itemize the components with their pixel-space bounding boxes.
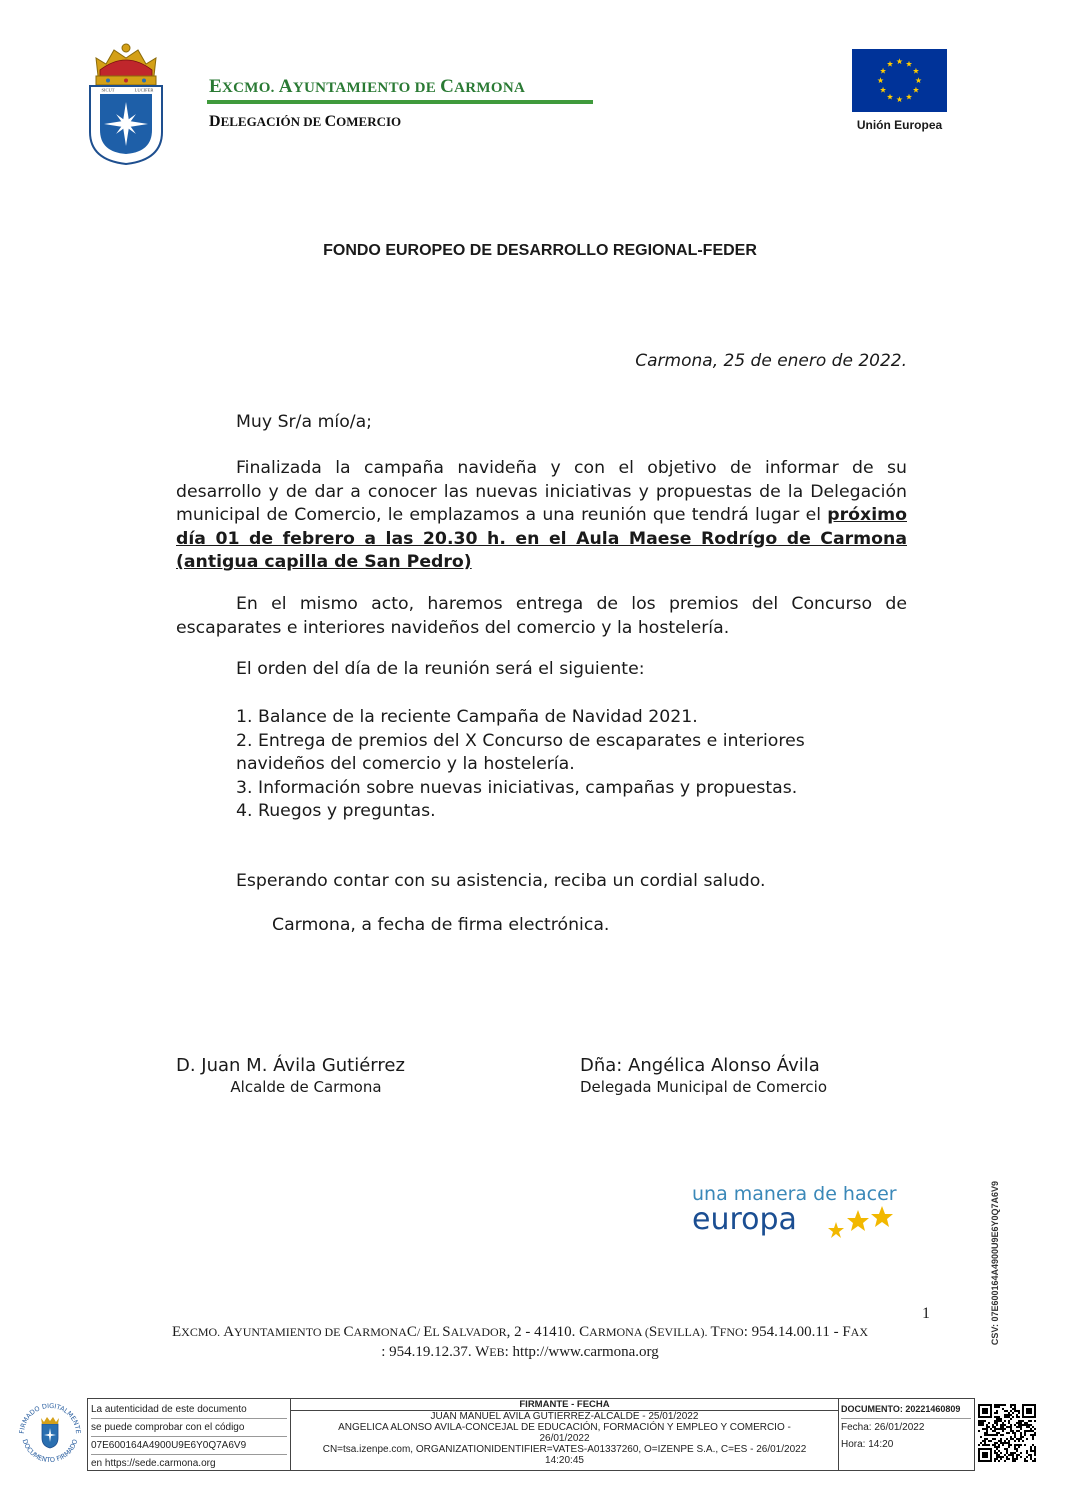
agenda-item: 3. Información sobre nuevas iniciativas, campañas y propuestas.: [236, 777, 798, 798]
signers-column: [291, 1399, 839, 1470]
auth-line: La autenticidad de este documento: [91, 1401, 287, 1419]
slogan-line-1: una manera de hacer: [692, 1183, 897, 1205]
svg-text:DOCUMENTO FIRMADO: DOCUMENTO FIRMADO: [20, 1438, 80, 1465]
document-id: DOCUMENTO: 20221460809: [841, 1401, 971, 1419]
paragraph-invitation: Finalizada la campaña navideña y con el objetivo de informar de su desarrollo y de dar a conocer las nuevas iniciativas y propuestas de la Delegación municipal de Comercio, le emplazamos a una reunión que tendrá lugar el próximo día 01 de febrero a las 20.30 h. en el Aula Maese Rodrígo de Carmona (antigua capilla de San Pedro): [176, 458, 907, 572]
agenda-item: 1. Balance de la reciente Campaña de Navidad 2021.: [236, 707, 698, 727]
agenda-item: 2. Entrega de premios del X Concurso de escaparates e interiores: [236, 730, 805, 751]
closing-line: Esperando contar con su asistencia, reciba un cordial saludo.: [236, 871, 766, 891]
signatory-mayor-role: Alcalde de Carmona: [230, 1078, 382, 1096]
signer-row: ANGELICA ALONSO AVILA-CONCEJAL DE EDUCACIÓN, FORMACIÓN Y EMPLEO Y COMERCIO -: [338, 1422, 791, 1433]
agenda-item: 4. Ruegos y preguntas.: [236, 801, 436, 821]
agenda-item: navideños del comercio y la hostelería.: [236, 754, 575, 774]
qr-code-icon: [978, 1404, 1036, 1462]
eu-flag-icon: [852, 49, 947, 112]
place-date-line: Carmona, a fecha de firma electrónica.: [272, 915, 610, 935]
page-number: 1: [922, 1305, 930, 1322]
slogan-line-2: europa: [692, 1202, 797, 1237]
svg-text:FIRMADO DIGITALMENTE: FIRMADO DIGITALMENTE: [17, 1401, 83, 1434]
agenda-intro: El orden del día de la reunión será el siguiente:: [236, 659, 645, 679]
authenticity-column: [88, 1399, 291, 1470]
footer-address: EXCMO. AYUNTAMIENTO DE CARMONAC/ EL SALVADOR, 2 - 41410. CARMONA (SEVILLA). TFNO: 954.14.00.11 - FAX : 954.19.12.37. WEB: http://www.carmona.org: [172, 1324, 868, 1360]
department-subtitle: DELEGACIÓN DE COMERCIO: [209, 113, 402, 130]
slogan-stars-icon: [826, 1202, 896, 1238]
signatory-mayor-name: D. Juan M. Ávila Gutiérrez: [176, 1055, 405, 1076]
greeting: Muy Sr/a mío/a;: [236, 412, 373, 432]
electronic-signature-box: [87, 1398, 975, 1471]
csv-vertical-code: CSV: 07E600164A4900U9E6Y0Q7A6V9: [990, 1180, 1000, 1345]
signer-row: 14:20:45: [545, 1455, 584, 1466]
organization-title: EXCMO. AYUNTAMIENTO DE CARMONA: [209, 76, 526, 97]
title-underline: [207, 100, 593, 104]
signer-row: CN=tsa.izenpe.com, ORGANIZATIONIDENTIFIER=VATES-A01337260, O=IZENPE S.A., C=ES - 26/01/2022: [322, 1444, 807, 1455]
signatory-delegate-name: Dña: Angélica Alonso Ávila: [580, 1055, 820, 1076]
paragraph-awards: En el mismo acto, haremos entrega de los premios del Concurso de escaparates e interiores navideños del comercio y la hostelería.: [176, 594, 907, 638]
agenda-list: [236, 706, 916, 824]
document-info-column: [838, 1399, 974, 1470]
signers-header: FIRMANTE - FECHA: [291, 1399, 838, 1411]
signer-row: 26/01/2022: [539, 1433, 590, 1444]
crest-motto-left: SICUT: [101, 87, 115, 93]
eu-label: Unión Europea: [856, 118, 943, 132]
signer-row: JUAN MANUEL AVILA GUTIERREZ-ALCALDE - 25/01/2022: [430, 1411, 699, 1422]
auth-line: en https://sede.carmona.org: [91, 1458, 216, 1469]
document-time: Hora: 14:20: [841, 1439, 894, 1450]
meeting-details: próximo día 01 de febrero a las 20.30 h. en el Aula Maese Rodrígo de Carmona (antigua capilla de San Pedro): [176, 505, 907, 572]
document-date: Fecha: 26/01/2022: [841, 1422, 925, 1433]
auth-line: 07E600164A4900U9E6Y0Q7A6V9: [91, 1437, 287, 1455]
signatory-delegate-role: Delegada Municipal de Comercio: [580, 1078, 827, 1096]
digital-signature-stamp-icon: [14, 1398, 86, 1470]
municipal-crest-logo: [86, 40, 166, 166]
crest-motto-right: LUCIFER: [134, 87, 154, 93]
fund-title: FONDO EUROPEO DE DESARROLLO REGIONAL-FEDER: [323, 242, 757, 259]
date-line: Carmona, 25 de enero de 2022.: [635, 351, 907, 371]
auth-line: se puede comprobar con el código: [91, 1419, 287, 1437]
